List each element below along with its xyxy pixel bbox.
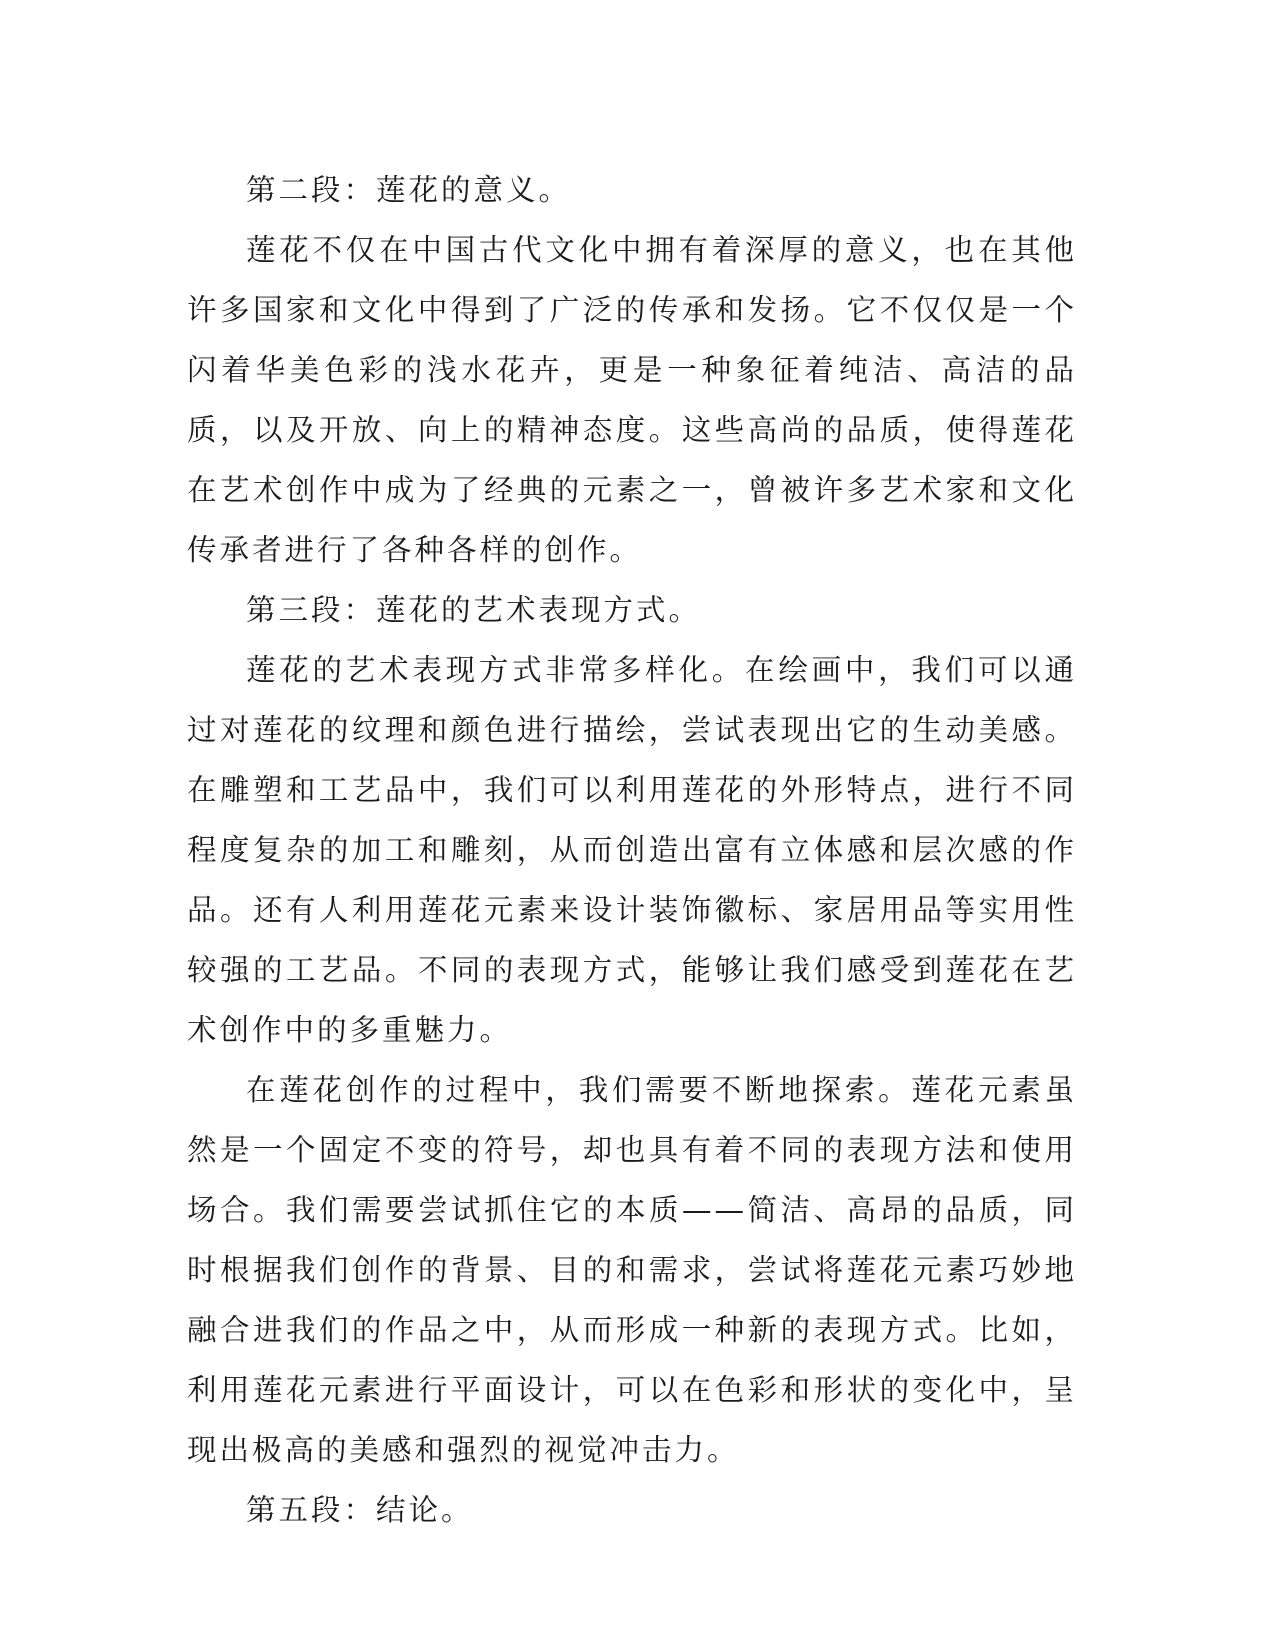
document-body <box>187 160 1077 1540</box>
paragraph-art-forms: 莲花的艺术表现方式非常多样化。在绘画中，我们可以通过对莲花的纹理和颜色进行描绘，尝试表现出它的生动美感。在雕塑和工艺品中，我们可以利用莲花的外形特点，进行不同程度复杂的加工和雕刻，从而创造出富有立体感和层次感的作品。还有人利用莲花元素来设计装饰徽标、家居用品等实用性较强的工艺品。不同的表现方式，能够让我们感受到莲花在艺术创作中的多重魅力。 <box>187 653 1077 1047</box>
section-heading-5: 第五段：结论。 <box>246 1493 474 1527</box>
paragraph-creative-exploration: 在莲花创作的过程中，我们需要不断地探索。莲花元素虽然是一个固定不变的符号，却也具有着不同的表现方法和使用场合。我们需要尝试抓住它的本质——简洁、高昂的品质，同时根据我们创作的背景、目的和需求，尝试将莲花元素巧妙地融合进我们的作品之中，从而形成一种新的表现方式。比如，利用莲花元素进行平面设计，可以在色彩和形状的变化中，呈现出极高的美感和强烈的视觉冲击力。 <box>187 1073 1077 1467</box>
section-heading-2: 第二段：莲花的意义。 <box>246 173 572 207</box>
section-heading-3: 第三段：莲花的艺术表现方式。 <box>246 593 702 627</box>
paragraph-lotus-meaning: 莲花不仅在中国古代文化中拥有着深厚的意义，也在其他许多国家和文化中得到了广泛的传承和发扬。它不仅仅是一个闪着华美色彩的浅水花卉，更是一种象征着纯洁、高洁的品质，以及开放、向上的精神态度。这些高尚的品质，使得莲花在艺术创作中成为了经典的元素之一，曾被许多艺术家和文化传承者进行了各种各样的创作。 <box>187 233 1077 567</box>
